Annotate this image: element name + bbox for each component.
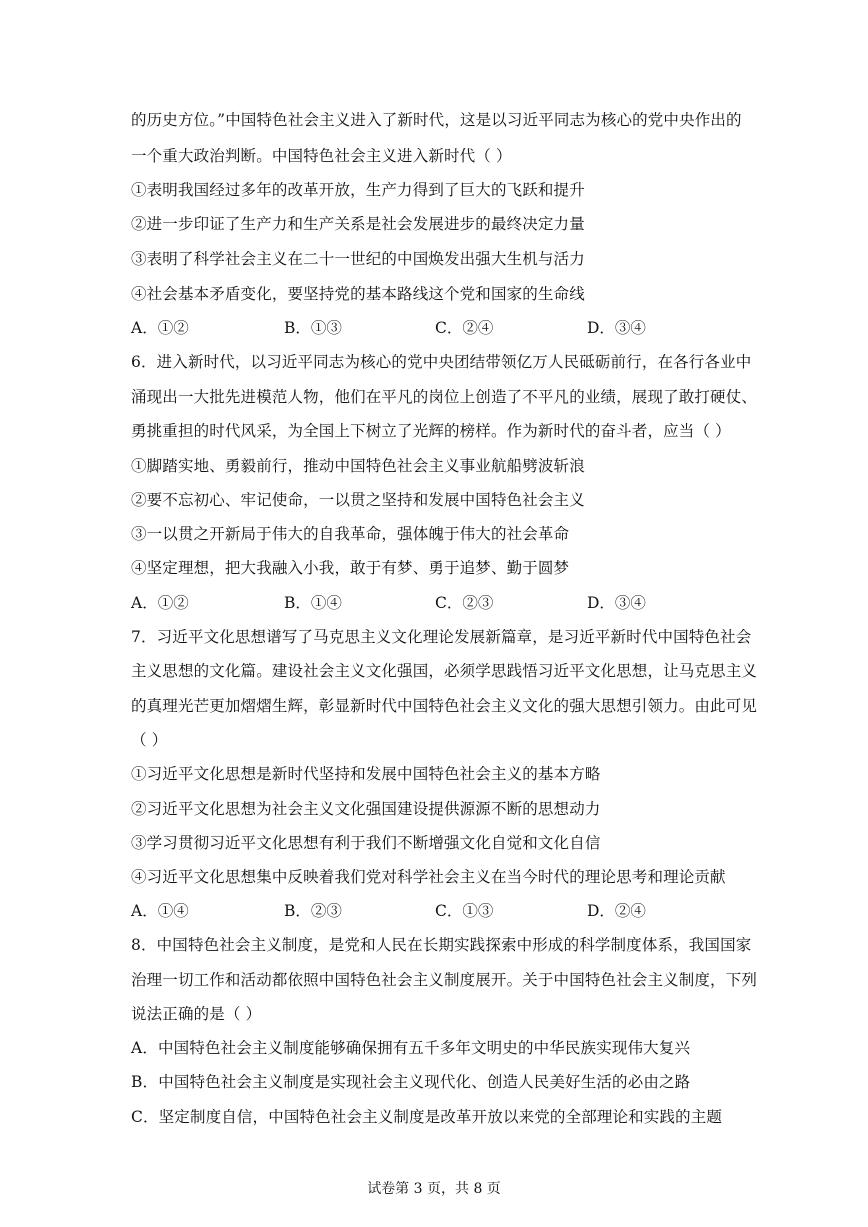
question-8-stem-line: 治理一切工作和活动都依照中国特色社会主义制度展开。关于中国特色社会主义制度，下列 [131,971,758,989]
question-6-options [131,592,743,614]
option-b[interactable]: B．①④ [284,594,342,612]
question-8-stem-line: 说法正确的是（ ） [131,1005,262,1023]
question-6-statement-4: ④坚定理想，把大我融入小我，敢于有梦、勇于追梦、勤于圆梦 [131,559,570,577]
option-a[interactable]: A．①④ [131,902,189,920]
question-6-stem-line: 6．进入新时代，以习近平同志为核心的党中央团结带领亿万人民砥砺前行，在各行各业中 [131,353,752,371]
question-8-stem-line: 8．中国特色社会主义制度，是党和人民在长期实践探索中形成的科学制度体系，我国国家 [131,936,752,954]
question-7-options [131,900,743,922]
question-5-options [131,317,743,339]
option-c[interactable]: C．①③ [435,902,494,920]
question-7-statement-3: ③学习贯彻习近平文化思想有利于我们不断增强文化自觉和文化自信 [131,834,601,852]
option-d[interactable]: D．②④ [587,902,646,920]
question-6-statement-3: ③一以贯之开新局于伟大的自我革命，强体魄于伟大的社会革命 [131,525,570,543]
question-5-stem-line: 一个重大政治判断。中国特色社会主义进入新时代（ ） [131,147,512,165]
option-d[interactable]: D．③④ [587,319,646,337]
question-7-statement-1: ①习近平文化思想是新时代坚持和发展中国特色社会主义的基本方略 [131,765,601,783]
question-7-stem-line: 7．习近平文化思想谱写了马克思主义文化理论发展新篇章，是习近平新时代中国特色社会 [131,628,752,646]
option-d[interactable]: D．③④ [587,594,646,612]
question-8-option-a[interactable]: A．中国特色社会主义制度能够确保拥有五千多年文明史的中华民族实现伟大复兴 [131,1039,691,1057]
question-5-statement-3: ③表明了科学社会主义在二十一世纪的中国焕发出强大生机与活力 [131,250,585,268]
question-6-stem-line: 勇挑重担的时代风采，为全国上下树立了光辉的榜样。作为新时代的奋斗者，应当（ ） [131,422,731,440]
option-a[interactable]: A．①② [131,319,189,337]
option-a[interactable]: A．①② [131,594,189,612]
question-6-statement-2: ②要不忘初心、牢记使命，一以贯之坚持和发展中国特色社会主义 [131,491,585,509]
question-7-stem-line: （ ） [131,731,168,749]
question-5-stem-line: 的历史方位。”中国特色社会主义进入了新时代，这是以习近平同志为核心的党中央作出的 [131,111,742,129]
question-5-statement-2: ②进一步印证了生产力和生产关系是社会发展进步的最终决定力量 [131,215,585,233]
question-6-statement-1: ①脚踏实地、勇毅前行，推动中国特色社会主义事业航船劈波斩浪 [131,457,585,475]
option-c[interactable]: C．②④ [435,319,494,337]
question-8-option-c[interactable]: C．坚定制度自信，中国特色社会主义制度是改革开放以来党的全部理论和实践的主题 [131,1108,723,1126]
question-6-stem-line: 涌现出一大批先进模范人物，他们在平凡的岗位上创造了不平凡的业绩，展现了敢打硬仗、 [131,388,758,406]
question-8-option-b[interactable]: B．中国特色社会主义制度是实现社会主义现代化、创造人民美好生活的必由之路 [131,1073,691,1091]
page-footer: 试卷第 3 页，共 8 页 [367,1181,501,1197]
question-5-statement-4: ④社会基本矛盾变化，要坚持党的基本路线这个党和国家的生命线 [131,285,585,303]
question-7-statement-4: ④习近平文化思想集中反映着我们党对科学社会主义在当今时代的理论思考和理论贡献 [131,868,726,886]
question-7-stem-line: 的真理光芒更加熠熠生辉，彰显新时代中国特色社会主义文化的强大思想引领力。由此可见 [131,697,758,715]
question-5-statement-1: ①表明我国经过多年的改革开放，生产力得到了巨大的飞跃和提升 [131,181,585,199]
question-7-stem-line: 主义思想的文化篇。建设社会主义文化强国，必须学思践悟习近平文化思想，让马克思主义 [131,662,758,680]
option-b[interactable]: B．①③ [284,319,342,337]
question-7-statement-2: ②习近平文化思想为社会主义文化强国建设提供源源不断的思想动力 [131,800,601,818]
option-b[interactable]: B．②③ [284,902,342,920]
option-c[interactable]: C．②③ [435,594,494,612]
